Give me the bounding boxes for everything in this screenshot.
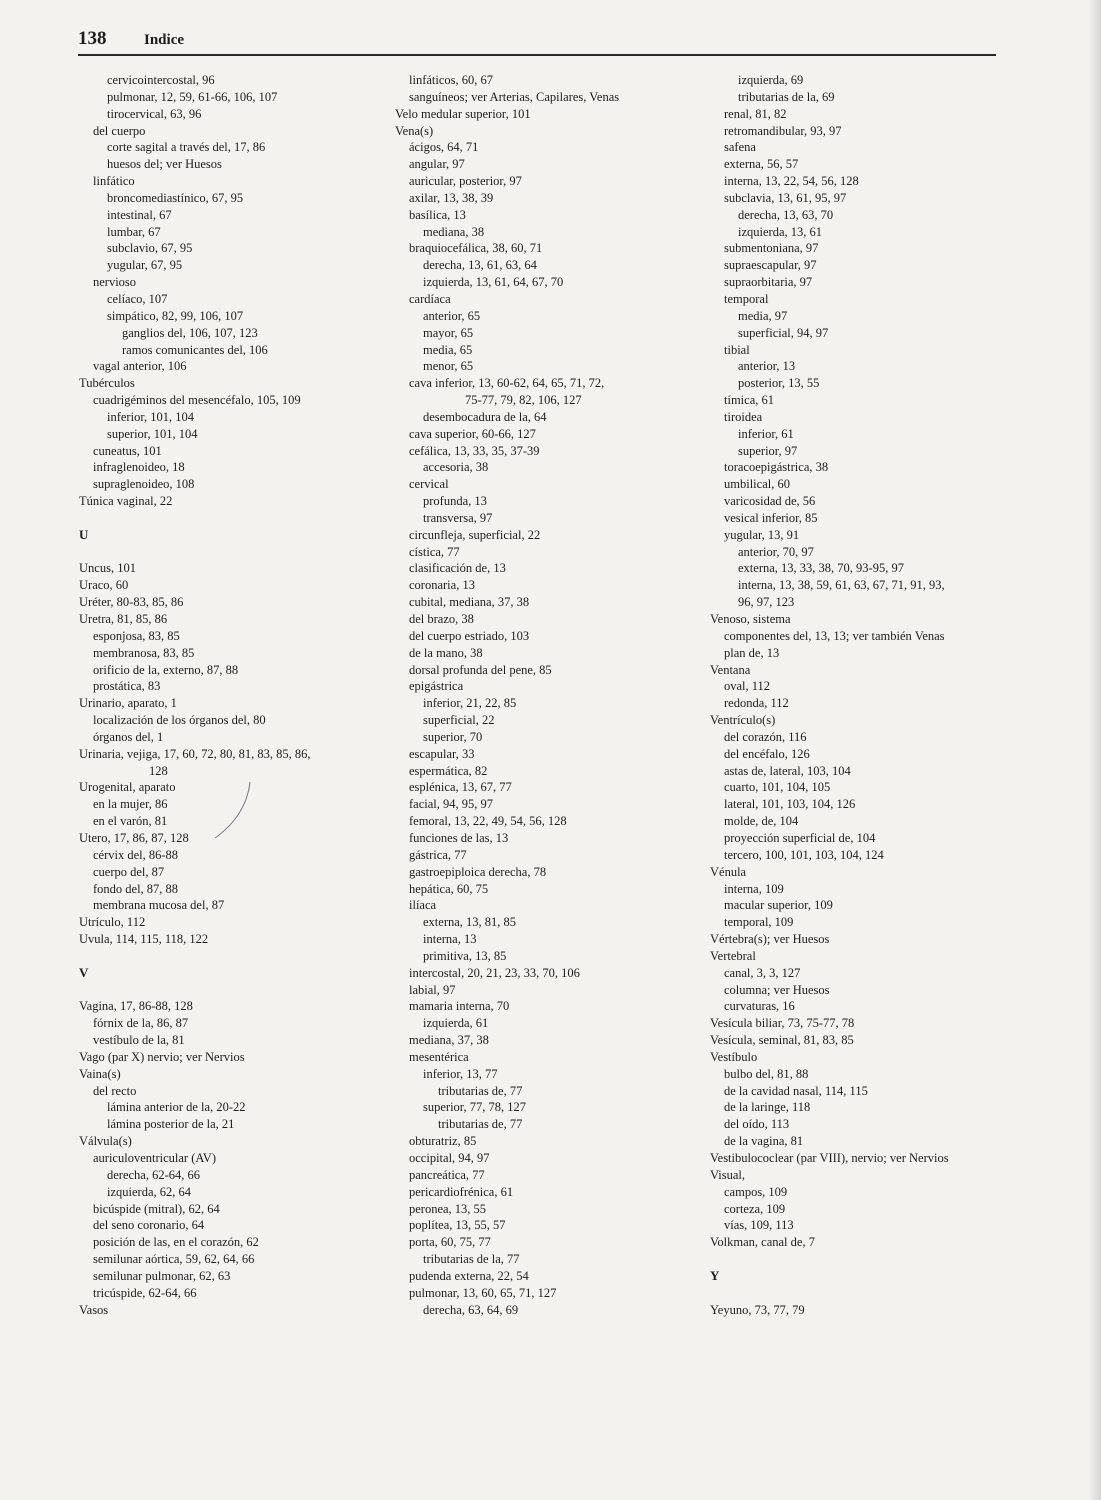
index-spacer <box>710 1251 1010 1268</box>
index-subentry: occipital, 94, 97 <box>409 1151 490 1165</box>
index-subentry: mediana, 38 <box>423 224 485 239</box>
index-subentry: espermática, 82 <box>409 763 488 778</box>
index-subentry: tributarias de, 77 <box>438 1117 523 1132</box>
index-subentry: subclavia, 13, 61, 95, 97 <box>724 190 847 205</box>
index-subentry: tributarias de la, 77 <box>423 1252 520 1267</box>
index-subentry: cística, 77 <box>409 544 460 559</box>
index-subentry: submentoniana, 97 <box>724 241 819 256</box>
index-subentry: media, 97 <box>738 308 788 323</box>
index-subentry: fórnix de la, 86, 87 <box>93 1016 189 1031</box>
index-subentry: nervioso <box>93 275 137 290</box>
index-subentry: facial, 94, 95, 97 <box>409 797 494 812</box>
index-subentry: temporal <box>724 291 769 306</box>
index-spacer <box>79 544 379 561</box>
index-subentry: ácigos, 64, 71 <box>409 140 479 155</box>
index-entry-main: Vertebral <box>710 948 756 963</box>
index-subentry: en la mujer, 86 <box>93 797 168 812</box>
index-subentry: orificio de la, externo, 87, 88 <box>93 662 239 677</box>
index-subentry: cérvix del, 86-88 <box>93 847 179 862</box>
index-entry-main: Vestibulococlear (par VIII), nervio; ver Nervios <box>710 1151 949 1165</box>
page-number: 138 <box>78 28 107 49</box>
index-subentry: supraorbitaria, 97 <box>724 275 813 290</box>
index-subentry: del seno coronario, 64 <box>93 1218 205 1233</box>
index-subentry: umbilical, 60 <box>724 477 790 492</box>
index-subentry: labial, 97 <box>409 982 456 997</box>
index-subentry: intestinal, 67 <box>107 207 172 222</box>
index-subentry: mamaria interna, 70 <box>409 999 510 1014</box>
index-subentry: derecha, 13, 61, 63, 64 <box>423 258 537 273</box>
index-entry-main: Urogenital, aparato <box>79 780 176 795</box>
index-subentry: fondo del, 87, 88 <box>93 881 179 896</box>
index-subentry: retromandibular, 93, 97 <box>724 123 842 138</box>
index-subentry: cervical <box>409 477 449 492</box>
index-column-1 <box>79 72 379 1318</box>
index-entry-main: Vaina(s) <box>79 1066 121 1081</box>
index-entry-main: Vena(s) <box>395 123 434 138</box>
index-subentry: de la mano, 38 <box>409 645 483 660</box>
index-subentry: izquierda, 62, 64 <box>107 1184 192 1199</box>
pen-mark <box>210 780 260 840</box>
index-subentry: desembocadura de la, 64 <box>423 409 547 424</box>
index-subentry: columna; ver Huesos <box>724 982 830 997</box>
index-subentry: bulbo del, 81, 88 <box>724 1066 809 1081</box>
index-subentry: redonda, 112 <box>724 696 789 711</box>
index-subentry: izquierda, 13, 61, 64, 67, 70 <box>423 275 564 290</box>
index-subentry: pulmonar, 13, 60, 65, 71, 127 <box>409 1285 557 1300</box>
page-header <box>78 28 996 56</box>
index-subentry: derecha, 62-64, 66 <box>107 1167 201 1182</box>
index-entry-main: Vénula <box>710 864 747 879</box>
index-subentry: gastroepiploica derecha, 78 <box>409 864 547 879</box>
index-entry-continuation: 128 <box>149 763 168 778</box>
index-subentry: dorsal profunda del pene, 85 <box>409 662 552 677</box>
index-spacer <box>79 948 379 965</box>
index-subentry: basílica, 13 <box>409 207 466 222</box>
index-entry-main: Urinario, aparato, 1 <box>79 696 177 711</box>
index-subentry: de la vagina, 81 <box>724 1134 804 1149</box>
index-subentry: tricúspide, 62-64, 66 <box>93 1285 197 1300</box>
index-entry-main: Utrículo, 112 <box>79 915 146 930</box>
index-subentry: broncomediastínico, 67, 95 <box>107 190 244 205</box>
index-entry-main: Vasos <box>79 1302 109 1317</box>
index-subentry: interna, 13, 22, 54, 56, 128 <box>724 174 859 189</box>
index-entry-main: Venoso, sistema <box>710 612 791 626</box>
index-subentry: superior, 77, 78, 127 <box>423 1100 526 1115</box>
index-subentry: gástrica, 77 <box>409 847 467 862</box>
index-subentry: accesoria, 38 <box>423 460 489 475</box>
index-subentry: vías, 109, 113 <box>724 1218 794 1233</box>
index-subentry: interna, 109 <box>724 881 784 896</box>
index-subentry: del oído, 113 <box>724 1117 790 1132</box>
index-subentry: menor, 65 <box>423 359 474 374</box>
index-subentry: del encéfalo, 126 <box>724 746 810 761</box>
index-subentry: anterior, 65 <box>423 308 481 323</box>
index-entry-main: Válvula(s) <box>79 1134 132 1149</box>
index-subentry: superior, 70 <box>423 729 483 744</box>
index-subentry: cuarto, 101, 104, 105 <box>724 780 831 795</box>
index-subentry: cava inferior, 13, 60-62, 64, 65, 71, 72, <box>409 376 605 391</box>
index-subentry: externa, 56, 57 <box>724 157 799 172</box>
index-column-2 <box>395 72 695 1318</box>
index-subentry: externa, 13, 81, 85 <box>423 915 517 930</box>
index-subentry: lumbar, 67 <box>107 224 161 239</box>
index-entry-main: Ventana <box>710 662 751 677</box>
index-subentry: cefálica, 13, 33, 35, 37-39 <box>409 443 540 458</box>
index-subentry: interna, 13 <box>423 932 477 947</box>
index-column-3 <box>710 72 1010 1318</box>
index-subentry: mediana, 37, 38 <box>409 1033 489 1048</box>
index-subentry: tímica, 61 <box>724 393 774 408</box>
index-subentry: proyección superficial de, 104 <box>724 830 876 845</box>
index-entry-continuation: 75-77, 79, 82, 106, 127 <box>465 393 582 408</box>
index-subentry: vestíbulo de la, 81 <box>93 1033 185 1048</box>
index-subentry: peronea, 13, 55 <box>409 1201 487 1216</box>
index-subentry: órganos del, 1 <box>93 729 164 744</box>
index-spacer <box>79 510 379 527</box>
index-subentry: mesentérica <box>409 1049 469 1064</box>
index-subentry: infraglenoideo, 18 <box>93 460 185 475</box>
index-subentry: simpático, 82, 99, 106, 107 <box>107 308 244 323</box>
index-subentry: epigástrica <box>409 679 464 694</box>
index-subentry: pericardiofrénica, 61 <box>409 1184 514 1199</box>
index-subentry: tirocervical, 63, 96 <box>107 106 202 121</box>
index-subentry: clasificación de, 13 <box>409 561 506 576</box>
index-entry-main: Ventrículo(s) <box>710 713 776 728</box>
index-subentry: posterior, 13, 55 <box>738 376 820 391</box>
index-subentry: del cuerpo estriado, 103 <box>409 628 530 643</box>
index-subentry: escapular, 33 <box>409 746 475 761</box>
index-subentry: ramos comunicantes del, 106 <box>122 342 268 357</box>
index-subentry: superior, 97 <box>738 443 798 458</box>
index-subentry: inferior, 61 <box>738 426 794 441</box>
index-subentry: poplítea, 13, 55, 57 <box>409 1218 506 1233</box>
index-subentry: pancreática, 77 <box>409 1167 485 1182</box>
index-subentry: interna, 13, 38, 59, 61, 63, 67, 71, 91, 93, <box>738 578 945 593</box>
index-subentry: cuneatus, 101 <box>93 443 162 458</box>
index-subentry: anterior, 13 <box>738 359 796 374</box>
index-subentry: bicúspide (mitral), 62, 64 <box>93 1201 220 1216</box>
index-subentry: curvaturas, 16 <box>724 999 795 1014</box>
index-subentry: intercostal, 20, 21, 23, 33, 70, 106 <box>409 965 580 980</box>
index-subentry: superficial, 94, 97 <box>738 325 829 340</box>
index-subentry: inferior, 101, 104 <box>107 409 194 424</box>
index-entry-main: Tubérculos <box>79 376 135 391</box>
index-subentry: lámina anterior de la, 20-22 <box>107 1100 246 1115</box>
index-subentry: campos, 109 <box>724 1184 788 1199</box>
index-subentry: media, 65 <box>423 342 473 357</box>
index-subentry: femoral, 13, 22, 49, 54, 56, 128 <box>409 814 567 829</box>
index-subentry: circunfleja, superficial, 22 <box>409 527 541 542</box>
index-subentry: del recto <box>93 1083 137 1098</box>
index-subentry: toracoepigástrica, 38 <box>724 460 829 475</box>
index-subentry: externa, 13, 33, 38, 70, 93-95, 97 <box>738 561 904 576</box>
index-subentry: auricular, posterior, 97 <box>409 174 522 189</box>
index-subentry: derecha, 63, 64, 69 <box>423 1302 519 1317</box>
index-subentry: transversa, 97 <box>423 510 493 525</box>
index-subentry: funciones de las, 13 <box>409 830 509 845</box>
index-subentry: subclavio, 67, 95 <box>107 241 193 256</box>
index-subentry: oval, 112 <box>724 679 771 694</box>
index-subentry: axilar, 13, 38, 39 <box>409 190 494 205</box>
index-subentry: vagal anterior, 106 <box>93 359 187 374</box>
index-subentry: huesos del; ver Huesos <box>107 157 222 172</box>
index-entry-main: Túnica vaginal, 22 <box>79 494 173 509</box>
index-subentry: cava superior, 60-66, 127 <box>409 426 536 441</box>
index-subentry: de la cavidad nasal, 114, 115 <box>724 1083 868 1098</box>
index-subentry: linfáticos, 60, 67 <box>409 73 494 87</box>
index-subentry: de la laringe, 118 <box>724 1100 811 1115</box>
index-subentry: derecha, 13, 63, 70 <box>738 207 834 222</box>
index-subentry: yugular, 67, 95 <box>107 258 183 273</box>
index-subentry: 96, 97, 123 <box>738 595 795 610</box>
index-subentry: cubital, mediana, 37, 38 <box>409 595 530 610</box>
index-subentry: anterior, 70, 97 <box>738 544 814 559</box>
index-subentry: yugular, 13, 91 <box>724 527 800 542</box>
index-subentry: componentes del, 13, 13; ver también Venas <box>724 628 945 643</box>
index-entry-main: Yeyuno, 73, 77, 79 <box>710 1302 805 1317</box>
index-subentry: prostática, 83 <box>93 679 161 694</box>
index-subentry: varicosidad de, 56 <box>724 494 816 509</box>
index-entry-main: Vagina, 17, 86-88, 128 <box>79 999 193 1014</box>
index-subentry: izquierda, 61 <box>423 1016 489 1031</box>
index-subentry: tercero, 100, 101, 103, 104, 124 <box>724 847 884 862</box>
index-subentry: pudenda externa, 22, 54 <box>409 1268 529 1283</box>
index-entry-main: Vago (par X) nervio; ver Nervios <box>79 1049 245 1064</box>
index-subentry: safena <box>724 140 756 155</box>
index-subentry: semilunar aórtica, 59, 62, 64, 66 <box>93 1252 255 1267</box>
index-entry-main: Vértebra(s); ver Huesos <box>710 932 830 947</box>
index-entry-main: Vesícula, seminal, 81, 83, 85 <box>710 1033 854 1048</box>
index-entry-main: Uraco, 60 <box>79 578 129 593</box>
page-edge-shadow <box>1089 0 1101 1500</box>
index-subentry: cuadrigéminos del mesencéfalo, 105, 109 <box>93 393 301 408</box>
index-subentry: corte sagital a través del, 17, 86 <box>107 140 266 155</box>
index-subentry: profunda, 13 <box>423 494 487 509</box>
index-subentry: angular, 97 <box>409 157 465 172</box>
index-subentry: semilunar pulmonar, 62, 63 <box>93 1268 231 1283</box>
index-subentry: macular superior, 109 <box>724 898 833 913</box>
index-subentry: inferior, 13, 77 <box>423 1066 498 1081</box>
index-entry-main: Uncus, 101 <box>79 561 136 576</box>
index-subentry: braquiocefálica, 38, 60, 71 <box>409 241 543 256</box>
index-subentry: izquierda, 69 <box>738 73 804 87</box>
index-subentry: corteza, 109 <box>724 1201 786 1216</box>
index-entry-main: Vestíbulo <box>710 1049 758 1064</box>
index-subentry: ilíaca <box>409 898 437 913</box>
index-subentry: auriculoventricular (AV) <box>93 1151 216 1165</box>
index-subentry: hepática, 60, 75 <box>409 881 489 896</box>
index-subentry: cuerpo del, 87 <box>93 864 165 879</box>
index-subentry: del cuerpo <box>93 123 146 138</box>
index-subentry: renal, 81, 82 <box>724 106 787 121</box>
index-subentry: cardíaca <box>409 291 451 306</box>
index-subentry: esplénica, 13, 67, 77 <box>409 780 512 795</box>
index-subentry: tibial <box>724 342 750 357</box>
index-subentry: del corazón, 116 <box>724 729 807 744</box>
index-subentry: localización de los órganos del, 80 <box>93 713 266 728</box>
index-subentry: plan de, 13 <box>724 645 780 660</box>
index-subentry: lámina posterior de la, 21 <box>107 1117 235 1132</box>
index-entry-main: Uretra, 81, 85, 86 <box>79 612 168 626</box>
index-entry-main: Uvula, 114, 115, 118, 122 <box>79 932 209 947</box>
index-subentry: astas de, lateral, 103, 104 <box>724 763 851 778</box>
index-spacer <box>710 1285 1010 1302</box>
index-entry-main: Volkman, canal de, 7 <box>710 1235 815 1250</box>
index-spacer <box>79 982 379 999</box>
letter-heading: V <box>79 964 89 980</box>
index-subentry: superior, 101, 104 <box>107 426 198 441</box>
index-subentry: linfático <box>93 174 135 189</box>
letter-heading: Y <box>710 1267 720 1283</box>
index-subentry: membrana mucosa del, 87 <box>93 898 225 913</box>
index-subentry: primitiva, 13, 85 <box>423 948 507 963</box>
index-subentry: temporal, 109 <box>724 915 794 930</box>
index-subentry: membranosa, 83, 85 <box>93 645 195 660</box>
index-entry-main: Vesícula biliar, 73, 75-77, 78 <box>710 1016 855 1031</box>
index-subentry: tributarias de, 77 <box>438 1083 523 1098</box>
index-subentry: sanguíneos; ver Arterias, Capilares, Venas <box>409 89 620 104</box>
index-entry-main: Uréter, 80-83, 85, 86 <box>79 595 184 610</box>
index-subentry: molde, de, 104 <box>724 814 799 829</box>
index-entry-main: Visual, <box>710 1167 746 1182</box>
index-subentry: coronaria, 13 <box>409 578 475 593</box>
index-subentry: canal, 3, 3, 127 <box>724 965 801 980</box>
index-subentry: ganglios del, 106, 107, 123 <box>122 325 258 340</box>
index-subentry: en el varón, 81 <box>93 814 168 829</box>
index-entry-main: Velo medular superior, 101 <box>395 106 531 121</box>
index-subentry: supraescapular, 97 <box>724 258 817 273</box>
index-subentry: tributarias de la, 69 <box>738 89 835 104</box>
index-subentry: lateral, 101, 103, 104, 126 <box>724 797 856 812</box>
index-subentry: cervicointercostal, 96 <box>107 73 215 87</box>
index-subentry: posición de las, en el corazón, 62 <box>93 1235 259 1250</box>
index-subentry: inferior, 21, 22, 85 <box>423 696 517 711</box>
index-subentry: mayor, 65 <box>423 325 474 340</box>
index-subentry: superficial, 22 <box>423 713 495 728</box>
index-subentry: vesical inferior, 85 <box>724 510 818 525</box>
index-subentry: tiroidea <box>724 409 763 424</box>
index-subentry: del brazo, 38 <box>409 612 474 626</box>
letter-heading: U <box>79 526 89 542</box>
section-title: Indice <box>144 32 185 48</box>
index-entry-main: Urinaria, vejiga, 17, 60, 72, 80, 81, 83, 85, 86, <box>79 746 311 761</box>
index-subentry: esponjosa, 83, 85 <box>93 628 180 643</box>
index-subentry: izquierda, 13, 61 <box>738 224 823 239</box>
index-subentry: obturatriz, 85 <box>409 1134 477 1149</box>
index-entry-main: Utero, 17, 86, 87, 128 <box>79 830 189 845</box>
index-subentry: porta, 60, 75, 77 <box>409 1235 491 1250</box>
index-subentry: supraglenoideo, 108 <box>93 477 195 492</box>
index-subentry: pulmonar, 12, 59, 61-66, 106, 107 <box>107 89 278 104</box>
index-subentry: celíaco, 107 <box>107 291 168 306</box>
